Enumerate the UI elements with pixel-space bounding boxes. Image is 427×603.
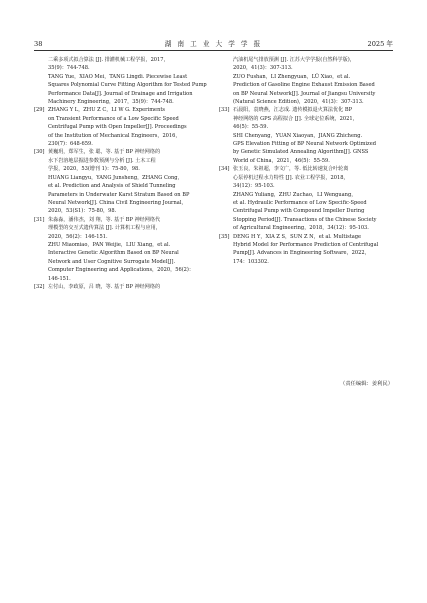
- reference-line: Prediction of Gasoline Engine Exhaust Emission Based: [233, 82, 375, 89]
- reference-line: Centrifugal Pump with Open Impeller[J]. Proceedings: [48, 124, 187, 131]
- reference-line: Machinery Engineering，2017，35(9)：744-748.: [48, 99, 174, 106]
- reference-line: 2020，41(3)：307-313.: [233, 65, 293, 72]
- reference-line: ZHANG Y L，ZHU Z C，LI W G. Experiments: [48, 107, 166, 114]
- reference-number: [29]: [34, 107, 45, 114]
- reference-line: ZUO Fushan，LI Zhengyuan，LÜ Xiao，et al.: [233, 73, 351, 80]
- reference-line: 230(7)：648-659.: [48, 141, 93, 148]
- reference-line: 二乘多项式拟合算法 [J]. 排灌机械工程学报，2017，: [48, 57, 169, 63]
- reference-column-left: [34, 56, 208, 291]
- reference-line: 2020，53(S1)：75-80，98.: [48, 208, 117, 215]
- reference-line: 石晨阳，袁晓燕，江志成. 遗传模拟退火算法优化 BP: [233, 107, 352, 114]
- reference-line: GPS Elevation Fitting of BP Neural Network Optimized: [233, 141, 377, 148]
- reference-line: Parameters in Underwater Karst Stratum Based on BP: [48, 191, 190, 198]
- reference-entry: [34, 216, 208, 283]
- reference-line: et al. Prediction and Analysis of Shield Tunneling: [48, 183, 176, 190]
- reference-line: SHI Chenyang，YUAN Xiaoyan，JIANG Zhicheng.: [233, 132, 363, 139]
- reference-entry: [34, 56, 208, 106]
- reference-line: 174：103302.: [233, 258, 269, 265]
- reference-entry: [34, 148, 208, 215]
- reference-line: World of China，2021，46(5)：55-59.: [233, 157, 330, 164]
- reference-line: 学报，2020，53(增刊 1)：75-80，98.: [48, 166, 140, 173]
- reference-line: HUANG Liangyu，YANG Junsheng，ZHANG Cong，: [48, 174, 183, 181]
- reference-number: [33]: [219, 107, 230, 114]
- journal-title: 湖 南 工 业 大 学 学 报: [164, 40, 263, 48]
- reference-line: Hybrid Model for Performance Prediction of Centrifugal: [233, 241, 379, 248]
- reference-line: 汽油机尾气排放预测 [J]. 江苏大学学报(自然科学版)，: [233, 57, 355, 63]
- reference-entry: [219, 165, 393, 232]
- reference-line: TANG Yue，XIAO Mei，TANG Lingdi. Piecewise Least: [48, 73, 188, 80]
- reference-entry: [34, 283, 208, 291]
- reference-line: on BP Neural Network[J]. Journal of Jiangsu University: [233, 90, 376, 97]
- reference-line: Neural Network[J]. China Civil Engineering Journal，: [48, 199, 187, 206]
- reference-entry: [219, 233, 393, 267]
- editor-note: （责任编辑：姜利民）: [340, 381, 393, 387]
- reference-line: Pump[J]. Advances in Engineering Software，2022，: [233, 250, 370, 257]
- reference-line: 朱淼淼，潘伟杰，刘 翔，等. 基于 BP 神经网络代: [48, 216, 161, 223]
- reference-line: 神经网络的 GPS 高程拟合 [J]. 全球定位系统，2021，: [233, 115, 358, 122]
- reference-line: of Agricultural Engineering，2018，34(12)：95-103.: [233, 225, 369, 232]
- reference-line: 心泵停机过程水力特性 [J]. 农业工程学报，2018，: [233, 174, 349, 181]
- reference-line: (Natural Science Edition)，2020，41(3)：307-313.: [233, 99, 364, 106]
- reference-entry: [34, 106, 208, 148]
- reference-line: DENG H Y，XIA Z S，SUN Z N，et al. Multistage: [233, 233, 362, 240]
- reference-line: on Transient Performance of a Low Specific Speed: [48, 115, 179, 122]
- reference-line: 理模型的交互式遗传算法 [J]. 计算机工程与应用，: [48, 225, 161, 232]
- reference-line: of the Institution of Mechanical Engineers，2016，: [48, 132, 181, 139]
- reference-line: 黄巍玥，郑军生，张 聪，等. 基于 BP 神经网络的: [48, 149, 161, 156]
- reference-line: 2020，56(2)：146-151.: [48, 233, 108, 240]
- reference-line: Squares Polynomial Curve Fitting Algorithm for Tested Pump: [48, 82, 207, 89]
- reference-line: 张玉良，朱祖超，李文广，等. 低比转速复合叶轮离: [233, 166, 349, 173]
- reference-line: 水下岩溶地层掘进参数预测与分析 [J]. 土木工程: [48, 157, 156, 164]
- reference-line: 35(9)：744-748.: [48, 65, 90, 72]
- reference-number: [31]: [34, 216, 45, 223]
- reference-line: Network and User Cognitive Surrogate Model[J].: [48, 258, 176, 265]
- page-number: 38: [34, 40, 43, 48]
- reference-column-right: [219, 56, 393, 266]
- reference-number: [34]: [219, 166, 230, 173]
- reference-line: et al. Hydraulic Performance of Low Specific-Speed: [233, 199, 367, 206]
- reference-line: Centrifugal Pump with Compound Impeller During: [233, 208, 365, 215]
- reference-line: 46(5)：55-59.: [233, 124, 269, 131]
- reference-line: by Genetic Simulated Annealing Algorithm[J]. GNSS: [233, 149, 369, 156]
- reference-line: 146-151.: [48, 275, 71, 282]
- reference-line: Performance Data[J]. Journal of Drainage and Irrigation: [48, 90, 193, 97]
- reference-number: [32]: [34, 283, 45, 290]
- reference-line: ZHANG Yuliang，ZHU Zuchao，LI Wenguang，: [233, 191, 357, 198]
- reference-entry: [219, 56, 393, 106]
- reference-line: ZHU Miaomiao，PAN Weijie，LIU Xiang，et al.: [48, 241, 171, 248]
- reference-entry: [219, 106, 393, 165]
- reference-line: Interactive Genetic Algorithm Based on BP Neural: [48, 250, 179, 257]
- reference-line: 34(12)：95-103.: [233, 183, 275, 190]
- publication-year: 2025 年: [367, 40, 393, 48]
- running-header: [34, 38, 393, 50]
- reference-number: [30]: [34, 149, 45, 156]
- header-rule: [34, 50, 393, 51]
- reference-number: [35]: [219, 233, 230, 240]
- reference-line: 左付山，李政原，吕 晓，等. 基于 BP 神经网络的: [48, 283, 161, 290]
- reference-line: Computer Engineering and Applications，2020，56(2)：: [48, 267, 194, 274]
- reference-line: Stopping Period[J]. Transactions of the Chinese Society: [233, 216, 377, 223]
